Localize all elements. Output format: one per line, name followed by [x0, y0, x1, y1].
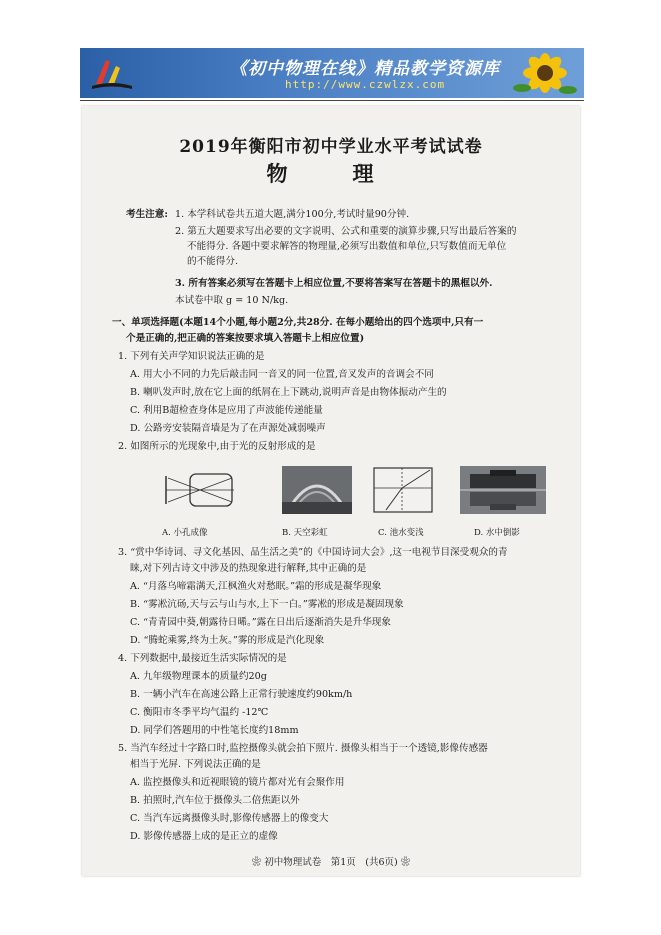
sunflower-icon	[512, 50, 578, 96]
question-option: C. 利用B超检查身体是应用了声波能传递能量	[130, 405, 323, 416]
figure-caption: B. 天空彩虹	[282, 528, 328, 538]
footer-text: 初中物理试卷 第1页 (共6页)	[264, 857, 398, 868]
flower-ornament-icon: ❀	[251, 857, 265, 868]
question-option: C. “青青园中葵,朝露待日晞。”露在日出后逐渐消失是升华现象	[130, 617, 391, 628]
question-option: C. 衡阳市冬季平均气温约 -12℃	[130, 707, 269, 718]
question-option: D. 同学们答题用的中性笔长度约18mm	[130, 725, 299, 736]
question-option: D. 公路旁安装隔音墙是为了在声源处减弱噪声	[130, 423, 326, 434]
banner-divider	[80, 100, 584, 101]
notes-label: 考生注意:	[126, 209, 168, 220]
figure-caption: C. 池水变浅	[378, 528, 424, 538]
question-option: A. 监控摄像头和近视眼镜的镜片都对光有会聚作用	[130, 777, 345, 788]
question-option: A. 用大小不同的力先后敲击同一音叉的同一位置,音叉发声的音调会不同	[130, 369, 434, 380]
rainbow-figure	[282, 466, 352, 514]
question-stem: 1. 下列有关声学知识说法正确的是	[118, 351, 265, 362]
question-option: A. 九年级物理课本的质量约20g	[130, 671, 267, 682]
question-option: B. 一辆小汽车在高速公路上正常行驶速度约90km/h	[130, 689, 353, 700]
exam-title: 2019年衡阳市初中学业水平考试试卷	[179, 137, 483, 157]
question-option: B. “雾凇沆砀,天与云与山与水,上下一白。”雾凇的形成是凝固现象	[130, 599, 404, 610]
section-heading: 个是正确的,把正确的答案按要求填入答题卡上相应位置)	[126, 333, 365, 344]
question-stem: 5. 当汽车经过十字路口时,监控摄像头就会拍下照片. 摄像头相当于一个透镜,影像传感器	[118, 743, 488, 754]
question-option: A. “月落乌啼霜满天,江枫渔火对愁眠。”霜的形成是凝华现象	[130, 581, 382, 592]
pool-water-figure	[372, 466, 434, 514]
banner-url[interactable]: http://www.czwlzx.com	[285, 78, 446, 91]
question-option: B. 喇叭发声时,放在它上面的纸屑在上下跳动,说明声音是由物体振动产生的	[130, 387, 447, 398]
section-heading: 一、单项选择题(本题14个小题,每小题2分,共28分. 在每小题给出的四个选项中,只有一	[112, 317, 484, 328]
site-logo-icon	[90, 54, 134, 92]
question-option: D. “腾蛇乘雾,终为土灰。”雾的形成是汽化现象	[130, 635, 325, 646]
exam-paper-photo	[82, 106, 580, 876]
note-line: 不能得分. 各题中要求解答的物理量,必须写出数值和单位,只写数值而无单位	[187, 241, 507, 252]
note-line: 2. 第五大题要求写出必要的文字说明、公式和重要的演算步骤,只写出最后答案的	[175, 226, 517, 237]
flower-ornament-icon: ❀	[400, 857, 411, 868]
question-option: C. 当汽车远离摄像头时,影像传感器上的像变大	[130, 813, 329, 824]
note-line: 3. 所有答案必须写在答题卡上相应位置,不要将答案写在答题卡的黑框以外.	[175, 278, 493, 289]
note-line: 1. 本学科试卷共五道大题,满分100分,考试时量90分钟.	[175, 209, 410, 220]
page-footer	[82, 854, 580, 868]
question-option: B. 拍照时,汽车位于摄像头二倍焦距以外	[130, 795, 300, 806]
question-stem: 睐,对下列古诗文中涉及的热现象进行解释,其中正确的是	[130, 563, 367, 574]
question-stem: 2. 如图所示的光现象中,由于光的反射形成的是	[118, 441, 316, 452]
exam-subject: 物 理	[266, 161, 396, 186]
figure-caption: A. 小孔成像	[162, 528, 208, 538]
pinhole-camera-figure	[162, 466, 240, 514]
question-stem: 4. 下列数据中,最接近生活实际情况的是	[118, 653, 287, 664]
question-option: D. 影像传感器上成的是正立的虚像	[130, 831, 278, 842]
water-reflection-figure	[460, 466, 546, 514]
question-stem: 3. “赏中华诗词、寻文化基因、品生活之美”的《中国诗词大会》,这一电视节目深受观众的青	[118, 547, 508, 558]
site-banner	[80, 48, 584, 98]
banner-title: 《初中物理在线》精品教学资源库	[230, 59, 500, 79]
question-stem: 相当于光屏. 下列说法正确的是	[130, 759, 261, 770]
figure-caption: D. 水中倒影	[474, 528, 520, 538]
note-line: 的不能得分.	[187, 256, 239, 267]
note-line: 本试卷中取 g = 10 N/kg.	[175, 295, 289, 306]
